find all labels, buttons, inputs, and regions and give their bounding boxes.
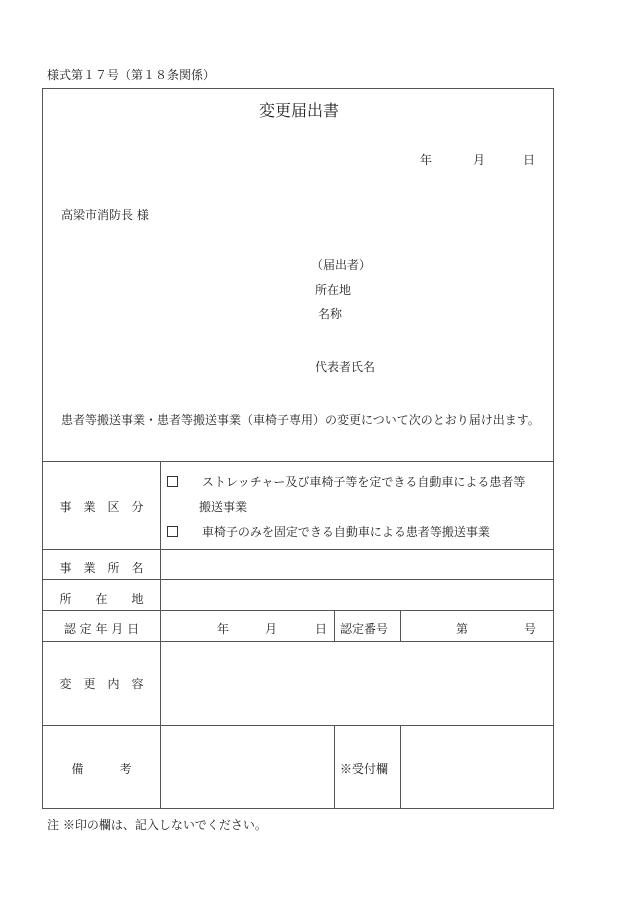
representative-name-label: 代表者氏名	[315, 360, 376, 374]
table-divider	[43, 641, 553, 642]
office-name-label: 事 業 所 名	[59, 561, 144, 575]
location-label: 所 在 地	[59, 592, 144, 606]
cert-date-day: 日	[315, 622, 328, 636]
cert-column-divider	[400, 610, 401, 641]
table-divider	[43, 610, 553, 611]
cert-date-label: 認 定 年 月 日	[63, 622, 140, 636]
date-month: 月	[473, 153, 486, 167]
cert-column-divider	[334, 610, 335, 641]
option-label-continued: 搬送事業	[199, 500, 248, 514]
filer-label: （届出者）	[311, 258, 372, 272]
cert-date-month: 月	[265, 622, 278, 636]
business-type-option-stretcher[interactable]	[167, 473, 525, 490]
table-divider	[43, 549, 553, 550]
table-top-border	[43, 461, 553, 462]
checkbox[interactable]	[167, 526, 178, 537]
remarks-column-divider	[400, 725, 401, 809]
notification-form	[42, 88, 554, 809]
footnote: 注 ※印の欄は、記入しないでください。	[47, 818, 267, 832]
cert-number-label: 認定番号	[340, 622, 389, 636]
business-type-label: 事 業 区 分	[59, 500, 144, 514]
date-year: 年	[420, 153, 433, 167]
cert-number-suffix: 号	[524, 622, 537, 636]
change-content-label: 変 更 内 容	[59, 677, 144, 691]
filer-name-label: 名称	[318, 307, 343, 321]
remarks-column-divider	[334, 725, 335, 809]
option-label: 車椅子のみを固定できる自動車による患者等搬送事業	[201, 525, 490, 539]
checkbox[interactable]	[167, 476, 178, 487]
filer-address-label: 所在地	[315, 283, 352, 297]
label-column-divider	[160, 461, 161, 809]
option-label: ストレッチャー及び車椅子等を定できる自動車による患者等	[201, 475, 526, 489]
remarks-label: 備 考	[71, 762, 132, 776]
table-divider	[43, 579, 553, 580]
notification-statement: 患者等搬送事業・患者等搬送事業（車椅子専用）の変更について次のとおり届け出ます。	[61, 413, 540, 427]
cert-date-year: 年	[217, 622, 230, 636]
business-type-option-wheelchair[interactable]	[167, 523, 490, 540]
reception-label: ※受付欄	[340, 762, 389, 776]
addressee: 高梁市消防長 様	[61, 208, 149, 222]
form-number: 様式第１７号（第１８条関係）	[47, 68, 216, 82]
date-day: 日	[523, 153, 536, 167]
table-divider	[43, 725, 553, 726]
cert-number-prefix: 第	[456, 622, 469, 636]
document-title: 変更届出書	[258, 101, 339, 120]
